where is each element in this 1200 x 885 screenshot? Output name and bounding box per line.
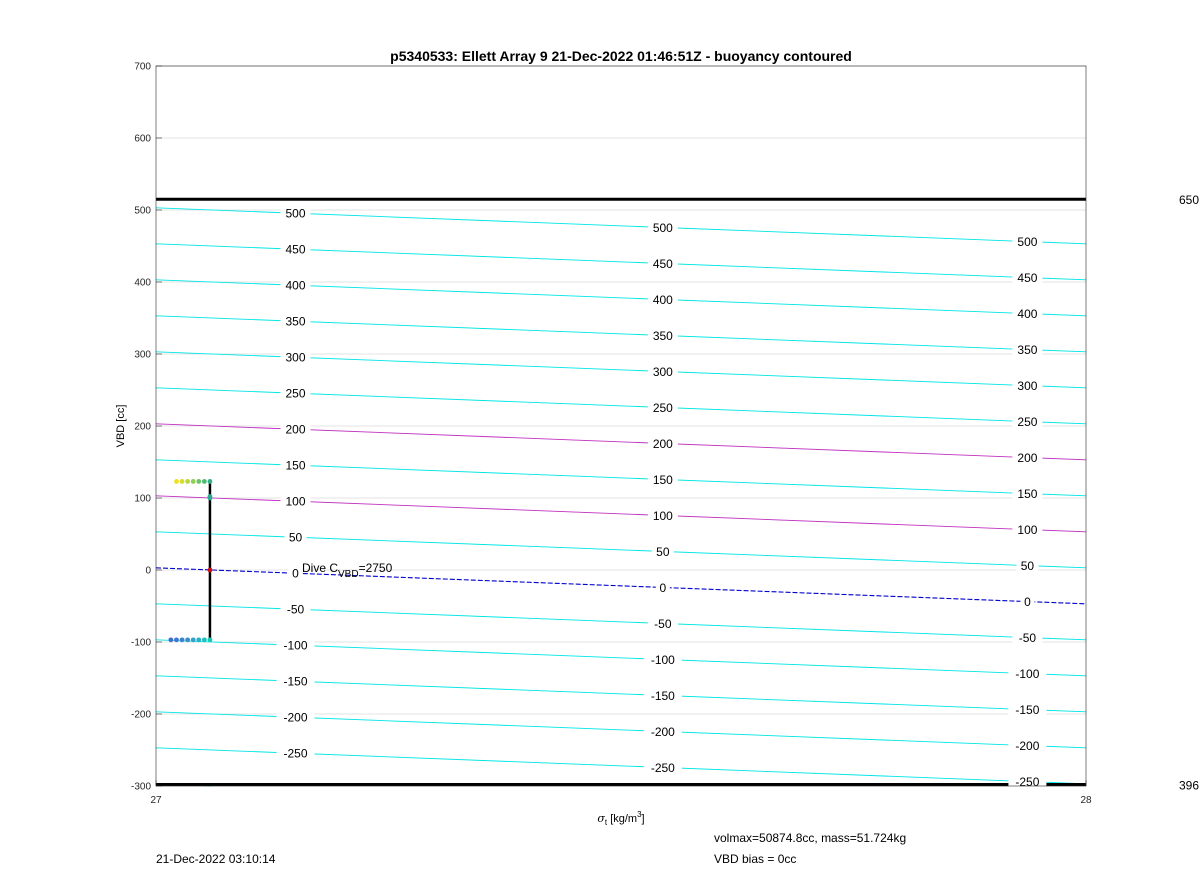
contour-label: -50 bbox=[1018, 631, 1037, 646]
dive-point bbox=[208, 479, 213, 484]
dive-point bbox=[208, 637, 213, 642]
dive-point bbox=[185, 479, 190, 484]
footer-vbd-bias: VBD bias = 0cc bbox=[714, 852, 797, 866]
contour-label: 500 bbox=[285, 206, 306, 221]
contour-label: -150 bbox=[1015, 703, 1040, 718]
limit-line-label: 650 bbox=[1178, 193, 1199, 208]
footer-timestamp: 21-Dec-2022 03:10:14 bbox=[156, 852, 276, 866]
contour-label: 100 bbox=[285, 494, 306, 509]
contour-label: -100 bbox=[283, 638, 308, 653]
contour-label: 200 bbox=[1017, 451, 1038, 466]
dive-point bbox=[180, 637, 185, 642]
y-tick-label: -300 bbox=[130, 781, 151, 793]
contour-label: 450 bbox=[285, 242, 306, 257]
contour-label: 350 bbox=[1017, 343, 1038, 358]
contour-label: 300 bbox=[652, 364, 673, 379]
contour-label: -200 bbox=[283, 710, 308, 725]
contour-label: 50 bbox=[656, 544, 670, 559]
dive-point bbox=[202, 637, 207, 642]
contour-label: 50 bbox=[1020, 559, 1035, 574]
dive-annotation-suffix: =2750 bbox=[358, 561, 393, 575]
dive-point bbox=[208, 496, 213, 501]
dive-point bbox=[208, 568, 213, 573]
dive-point bbox=[185, 637, 190, 642]
y-tick-label: 400 bbox=[134, 277, 151, 289]
contour-label: 300 bbox=[285, 350, 306, 365]
contour-label: 400 bbox=[652, 292, 673, 307]
x-axis-label-subscript: t bbox=[604, 818, 608, 827]
dive-point bbox=[168, 637, 173, 642]
dive-point bbox=[191, 637, 196, 642]
x-tick-label: 27 bbox=[150, 795, 162, 806]
dive-point bbox=[174, 479, 179, 484]
contour-label: 100 bbox=[1017, 523, 1038, 538]
x-axis-label-superscript: 3 bbox=[637, 810, 642, 819]
contour-label: 350 bbox=[285, 314, 306, 329]
contour-label: -150 bbox=[650, 688, 675, 703]
contour-label: 250 bbox=[285, 386, 306, 401]
x-axis-label-symbol: σ bbox=[597, 812, 605, 825]
contour-label: -100 bbox=[650, 652, 675, 667]
y-tick-label: 100 bbox=[134, 493, 151, 505]
y-tick-label: -200 bbox=[130, 709, 151, 721]
contour-label: 50 bbox=[288, 530, 303, 545]
x-tick-label: 28 bbox=[1080, 795, 1092, 806]
contour-labels-layer bbox=[277, 205, 1047, 789]
y-tick-label: 200 bbox=[134, 421, 151, 433]
dive-point bbox=[191, 479, 196, 484]
contour-label: 200 bbox=[285, 422, 306, 437]
dive-annotation-subscript: VBD bbox=[338, 569, 359, 580]
contour-label: 450 bbox=[1017, 271, 1038, 286]
contour-label: -50 bbox=[654, 616, 672, 631]
y-tick-label: 300 bbox=[134, 349, 151, 361]
contour-label: 100 bbox=[652, 508, 673, 523]
contour-label: -250 bbox=[283, 746, 308, 761]
dive-annotation-prefix: Dive C bbox=[302, 561, 339, 575]
contour-label: 350 bbox=[652, 328, 673, 343]
contour-label: 150 bbox=[285, 458, 306, 473]
x-axis-label bbox=[597, 810, 644, 827]
contour-label: 250 bbox=[652, 400, 673, 415]
contour-label: 400 bbox=[1017, 307, 1038, 322]
axis-layer bbox=[131, 62, 1092, 807]
contour-label: 450 bbox=[652, 256, 673, 271]
contour-label: -100 bbox=[1015, 667, 1040, 682]
contour-label: 300 bbox=[1017, 379, 1038, 394]
y-axis-label: VBD [cc] bbox=[115, 404, 127, 448]
contour-label: 150 bbox=[1017, 487, 1038, 502]
y-tick-label: 600 bbox=[134, 133, 151, 145]
chart-title: p5340533: Ellett Array 9 21-Dec-2022 01:46:51Z - buoyancy contoured bbox=[390, 48, 852, 64]
y-tick-label: 0 bbox=[145, 565, 151, 577]
limit-line-label: 396 bbox=[1178, 778, 1199, 793]
y-tick-label: 700 bbox=[134, 61, 151, 73]
dive-point bbox=[174, 637, 179, 642]
contour-label: 150 bbox=[652, 472, 673, 487]
contour-label: -250 bbox=[650, 760, 675, 775]
contour-label: 250 bbox=[1017, 415, 1038, 430]
contour-label: 500 bbox=[1017, 235, 1038, 250]
dive-cvbd-annotation bbox=[302, 561, 393, 580]
contour-label: 0 bbox=[1024, 595, 1031, 610]
dive-point bbox=[180, 479, 185, 484]
footer-volmax-mass: volmax=50874.8cc, mass=51.724kg bbox=[714, 831, 907, 845]
y-tick-label: 500 bbox=[134, 205, 151, 217]
contour-label: -250 bbox=[1015, 775, 1040, 790]
contour-label: -150 bbox=[283, 674, 308, 689]
contour-label: -50 bbox=[286, 602, 305, 617]
x-axis-label-unit: [kg/m bbox=[607, 813, 638, 825]
contour-label: 0 bbox=[292, 566, 299, 581]
dive-point bbox=[196, 637, 201, 642]
contour-label: 400 bbox=[285, 278, 306, 293]
contour-label: 200 bbox=[652, 436, 673, 451]
dive-point bbox=[202, 479, 207, 484]
contour-label: -200 bbox=[1015, 739, 1040, 754]
contour-label: -200 bbox=[650, 724, 675, 739]
contour-label: 500 bbox=[652, 220, 673, 235]
x-axis-label-close: ] bbox=[641, 813, 645, 825]
contour-label: 0 bbox=[659, 580, 667, 595]
dive-point bbox=[196, 479, 201, 484]
y-tick-label: -100 bbox=[130, 637, 151, 649]
dive-layer bbox=[168, 479, 212, 642]
